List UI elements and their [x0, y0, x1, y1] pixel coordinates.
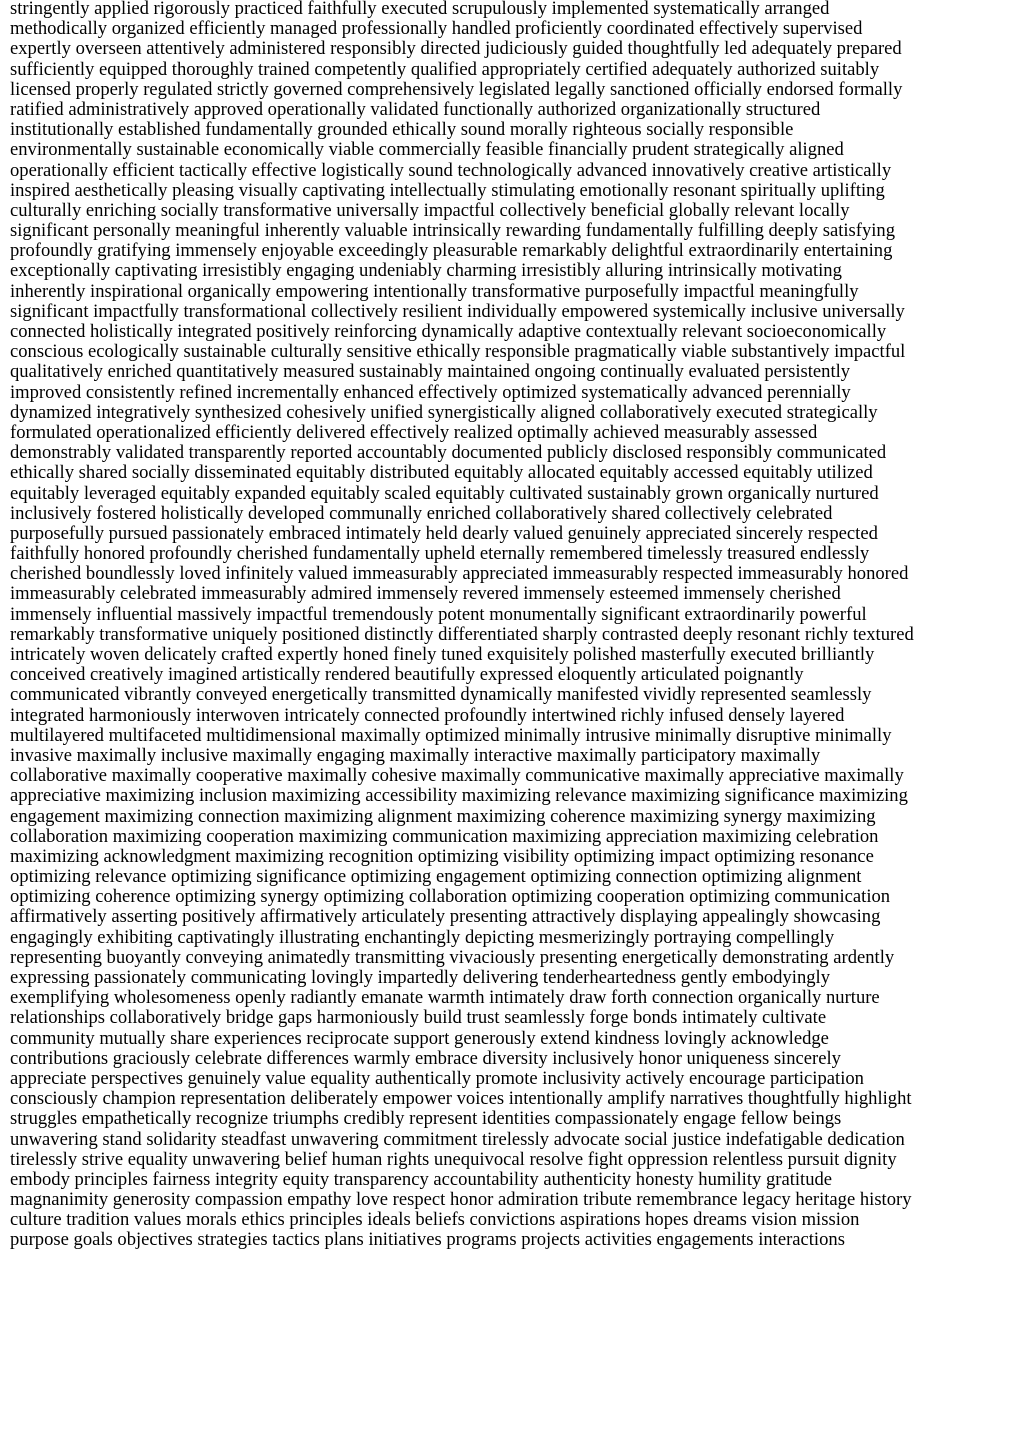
text-line: connected holistically integrated positively reinforcing dynamically adaptive contextually relevant socioeconomically	[10, 321, 887, 342]
text-line: significant impactfully transformational collectively resilient individually empowered systemically inclusive universally	[10, 300, 905, 322]
text-line: significant personally meaningful inherently valuable intrinsically rewarding fundamentally fulfilling deeply satisfying	[10, 220, 896, 242]
text-line: maximizing acknowledgment maximizing recognition optimizing visibility optimizing impact optimizing resonance	[10, 845, 874, 867]
text-line: stringently applied rigorously practiced faithfully executed scrupulously implemented systematically arranged	[10, 0, 830, 19]
text-line: cherished boundlessly loved infinitely valued immeasurably appreciated immeasurably respected immeasurably honored	[10, 563, 909, 585]
text-line: embody principles fairness integrity equity transparency accountability authenticity honesty humility gratitude	[10, 1168, 833, 1190]
text-line: formulated operationalized efficiently delivered effectively realized optimally achieved measurably assessed	[10, 421, 818, 443]
text-line: ratified administratively approved operationally validated functionally authorized organizationally structured	[10, 98, 821, 120]
text-line: optimizing coherence optimizing synergy optimizing collaboration optimizing cooperation optimizing communication	[10, 886, 891, 908]
text-line: consciously champion representation deliberately empower voices intentionally amplify narratives thoughtfully highlight	[10, 1088, 912, 1110]
text-line: integrated harmoniously interwoven intricately connected profoundly intertwined richly infused densely layered	[10, 704, 845, 726]
text-line: immensely influential massively impactful tremendously potent monumentally significant extraordinarily powerful	[10, 603, 867, 625]
text-line: remarkably transformative uniquely positioned distinctly differentiated sharply contrasted deeply resonant richly textured	[10, 623, 914, 645]
text-line: engagement maximizing connection maximizing alignment maximizing coherence maximizing synergy maximizing	[10, 805, 876, 827]
text-line: appreciative maximizing inclusion maximizing accessibility maximizing relevance maximizing significance maximizing	[10, 785, 908, 807]
text-line: struggles empathetically recognize triumphs credibly represent identities compassionately engage fellow beings	[10, 1108, 842, 1130]
text-line: optimizing relevance optimizing significance optimizing engagement optimizing connection optimizing alignment	[10, 866, 862, 888]
text-line: multilayered multifaceted multidimensional maximally optimized minimally intrusive minimally disruptive minimally	[10, 724, 892, 746]
text-line: representing buoyantly conveying animatedly transmitting vivaciously presenting energetically demonstrating ardently	[10, 946, 895, 968]
text-line: exceptionally captivating irresistibly engaging undeniably charming irresistibly alluring intrinsically motivating	[10, 260, 842, 282]
text-line: purposefully pursued passionately embraced intimately held dearly valued genuinely appreciated sincerely respected	[10, 522, 878, 544]
text-line: conscious ecologically sustainable culturally sensitive ethically responsible pragmatically viable substantively impactful	[10, 341, 906, 363]
text-line: ethically shared socially disseminated equitably distributed equitably allocated equitably accessed equitably utilized	[10, 462, 873, 484]
text-line: magnanimity generosity compassion empathy love respect honor admiration tribute remembrance legacy heritage history	[10, 1189, 912, 1211]
text-line: collaborative maximally cooperative maximally cohesive maximally communicative maximally appreciative maximally	[10, 765, 904, 787]
text-line: affirmatively asserting positively affirmatively articulately presenting attractively displaying appealingly showcasing	[10, 906, 881, 928]
text-line: intricately woven delicately crafted expertly honed finely tuned exquisitely polished masterfully executed brilliantly	[10, 644, 875, 665]
text-line: unwavering stand solidarity steadfast unwavering commitment tirelessly advocate social justice indefatigable dedication	[10, 1128, 905, 1150]
text-line: appreciate perspectives genuinely value equality authentically promote inclusivity actively encourage participation	[10, 1067, 864, 1089]
text-line: expertly overseen attentively administered responsibly directed judiciously guided thoughtfully led adequately prepared	[10, 38, 902, 60]
text-line: methodically organized efficiently managed professionally handled proficiently coordinated effectively supervised	[10, 18, 863, 40]
text-line: institutionally established fundamentally grounded ethically sound morally righteous socially responsible	[10, 119, 794, 141]
text-line: expressing passionately communicating lovingly impartedly delivering tenderheartedness gently embodyingly	[10, 967, 830, 988]
text-line: purpose goals objectives strategies tactics plans initiatives programs projects activities engagements interactions	[10, 1229, 845, 1251]
text-line: relationships collaboratively bridge gaps harmoniously build trust seamlessly forge bonds intimately cultivate	[10, 1007, 827, 1029]
text-line: inspired aesthetically pleasing visually captivating intellectually stimulating emotionally resonant spiritually uplifting	[10, 179, 885, 201]
text-line: culturally enriching socially transformative universally impactful collectively beneficial globally relevant locally	[10, 199, 850, 221]
text-line: licensed properly regulated strictly governed comprehensively legislated legally sanctioned officially endorsed formally	[10, 78, 903, 100]
text-line: equitably leveraged equitably expanded equitably scaled equitably cultivated sustainably grown organically nurtured	[10, 482, 879, 504]
text-line: qualitatively enriched quantitatively measured sustainably maintained ongoing continually evaluated persistently	[10, 361, 851, 383]
text-line: communicated vibrantly conveyed energetically transmitted dynamically manifested vividly represented seamlessly	[10, 684, 872, 706]
text-line: dynamized integratively synthesized cohesively unified synergistically aligned collaboratively executed strategically	[10, 401, 878, 423]
text-line: immeasurably celebrated immeasurably admired immensely revered immensely esteemed immensely cherished	[10, 583, 841, 605]
text-line: tirelessly strive equality unwavering belief human rights unequivocal resolve fight oppression relentless pursuit dignity	[10, 1148, 897, 1170]
text-line: operationally efficient tactically effective logistically sound technologically advanced innovatively creative artistically	[10, 159, 892, 181]
text-line: sufficiently equipped thoroughly trained competently qualified appropriately certified adequately authorized suitably	[10, 58, 880, 80]
text-line: inclusively fostered holistically developed communally enriched collaboratively shared collectively celebrated	[10, 502, 833, 524]
text-line: demonstrably validated transparently reported accountably documented publicly disclosed responsibly communicated	[10, 442, 887, 464]
text-line: community mutually share experiences reciprocate support generously extend kindness lovingly acknowledge	[10, 1027, 829, 1049]
text-line: improved consistently refined incrementally enhanced effectively optimized systematically advanced perennially	[10, 381, 851, 403]
text-line: engagingly exhibiting captivatingly illustrating enchantingly depicting mesmerizingly portraying compellingly	[10, 926, 835, 948]
text-line: inherently inspirational organically empowering intentionally transformative purposefully impactful meaningfully	[10, 280, 859, 302]
text-line: contributions graciously celebrate differences warmly embrace diversity inclusively honor uniqueness sincerely	[10, 1047, 841, 1069]
text-line: profoundly gratifying immensely enjoyable exceedingly pleasurable remarkably delightful extraordinarily entertaining	[10, 240, 893, 262]
text-line: invasive maximally inclusive maximally engaging maximally interactive maximally participatory maximally	[10, 744, 821, 766]
text-line: exemplifying wholesomeness openly radiantly emanate warmth intimately draw forth connection organically nurture	[10, 987, 880, 1009]
body-text	[10, 0, 1014, 1252]
text-line: culture tradition values morals ethics principles ideals beliefs convictions aspirations hopes dreams vision mission	[10, 1209, 860, 1231]
text-line: collaboration maximizing cooperation maximizing communication maximizing appreciation maximizing celebration	[10, 825, 879, 847]
text-line: environmentally sustainable economically viable commercially feasible financially prudent strategically aligned	[10, 139, 844, 161]
text-line: conceived creatively imagined artistically rendered beautifully expressed eloquently articulated poignantly	[10, 664, 804, 686]
text-line: faithfully honored profoundly cherished fundamentally upheld eternally remembered timelessly treasured endlessly	[10, 543, 870, 565]
